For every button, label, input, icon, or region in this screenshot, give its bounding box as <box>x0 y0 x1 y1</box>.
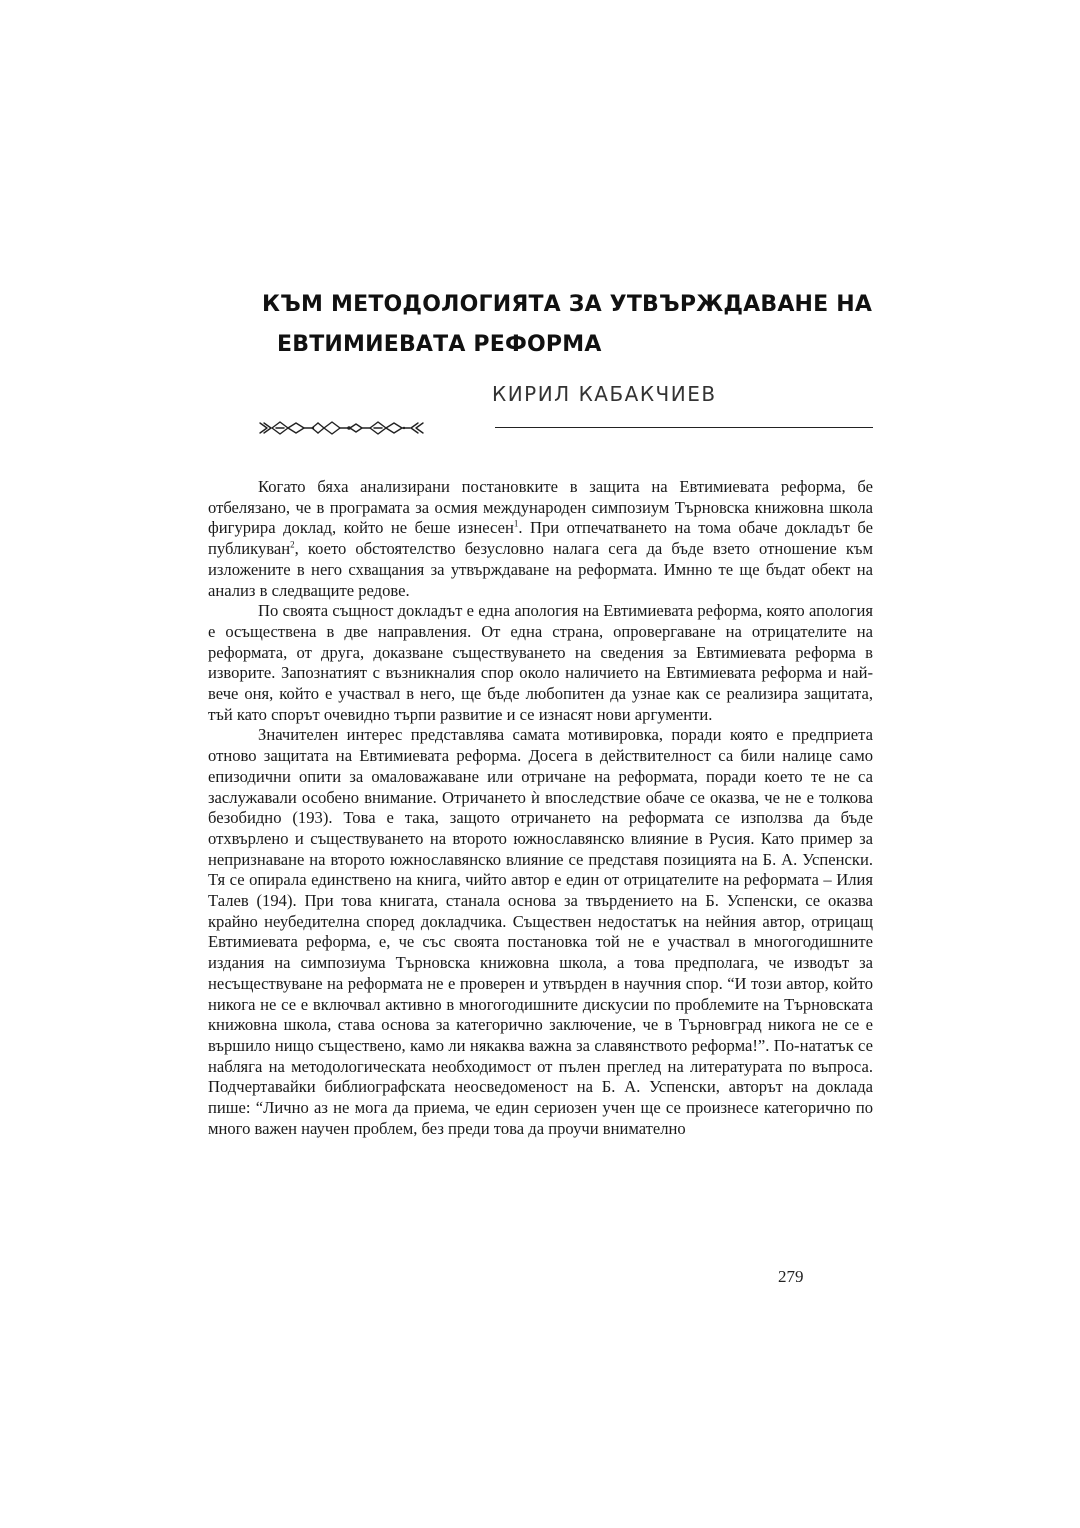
paragraph-2: По своята същност докладът е една апология на Евтимиевата реформа, която апология е осъществена в две направления. От една страна, опровергаване на отрицателите на реформата, от друга, доказване съществуването на сведения за Евтимиевата реформа в изворите. Запознатият с възникналия спор около наличието на Евтимиевата реформа и най-вече оня, който е участвал в него, ще бъде любопитен да узнае как се реализира защитата, тъй като спорът очевидно търпи развитие и се изнасят нови аргументи. <box>208 601 873 724</box>
article-title <box>262 288 902 362</box>
author-underline <box>495 427 873 428</box>
paragraph-1-part-1: Когато бяха анализирани постановките в защита на Евтимиевата реформа, бе отбелязано, че в програмата за осмия международен симпозиум Търновска книжовна школа фигурира доклад, който не беше изнесен <box>208 477 873 538</box>
decorative-divider-icon <box>258 416 426 440</box>
paragraph-1-part-2: . При отпечатването на тома обаче докладът бе публикуван <box>208 518 873 559</box>
article-body <box>208 477 873 1140</box>
footnote-ref-1: 1 <box>513 518 519 529</box>
page-number: 279 <box>778 1267 804 1286</box>
footnote-ref-2: 2 <box>290 539 295 550</box>
article-title-line-1: КЪМ МЕТОДОЛОГИЯТА ЗА УТВЪРЖДАВАНЕ НА <box>262 292 873 317</box>
paragraph-3: Значителен интерес представлява самата мотивировка, поради която е предприета отново защитата на Евтимиевата реформа. Досега в действителност са били налице само епизодични опити за омаловажаване или отричане на реформата, поради което те не са заслужавали особено внимание. Отричането ѝ впоследствие обаче се оказва, че не е толкова безобидно (193). Това е така, защото отричането на реформата се използва да бъде отхвърлено и съществуването на второто южнославянско влияние в Русия. Като пример за непризнаване на второто южнославянско влияние се представя позицията на Б. А. Успенски. Тя се опирала единствено на книга, чийто автор е един от отрицателите на реформата – Илия Талев (194). При това книгата, станала основа за твърдението на Б. Успенски, се оказва крайно неубедителна според докладчика. Съществен недостатък на нейния автор, отрицащ Евтимиевата реформа, е, че със своята постановка той не е участвал в многогодишните издания на симпозиума Търновска книжовна школа, а това предполага, че изводът за несъществуване на реформата не е проверен и утвърден в научния спор. “И този автор, който никога не се е включвал активно в многогодишните дискусии по проблемите на Търновската книжовна школа, става основа за категорично заключение, че в Търновград никога не се е вършило нищо съществено, камо ли някаква важна за славянството реформа!”. По-нататък се наблягa на методологическата необходимост от пълен преглед на литературата по въпроса. Подчертавайки библиографската неосведоменост на Б. А. Успенски, авторът на доклада пише: “Лично аз не мога да приема, че един сериозен учен ще се произнесе категорично по много важен научен проблем, без преди това да проучи внимателно <box>208 725 873 1138</box>
author-name: КИРИЛ КАБАКЧИЕВ <box>492 382 717 406</box>
article-title-line-2: ЕВТИМИЕВАТА РЕФОРМА <box>277 332 602 357</box>
paragraph-1-part-3: , което обстоятелство безусловно налага сега да бъде взето отношение към изложените в него схващания за утвърждаване на реформата. Имнно те ще бъдат обект на анализ в следващите редове. <box>208 539 873 600</box>
paragraph-1 <box>208 477 873 601</box>
